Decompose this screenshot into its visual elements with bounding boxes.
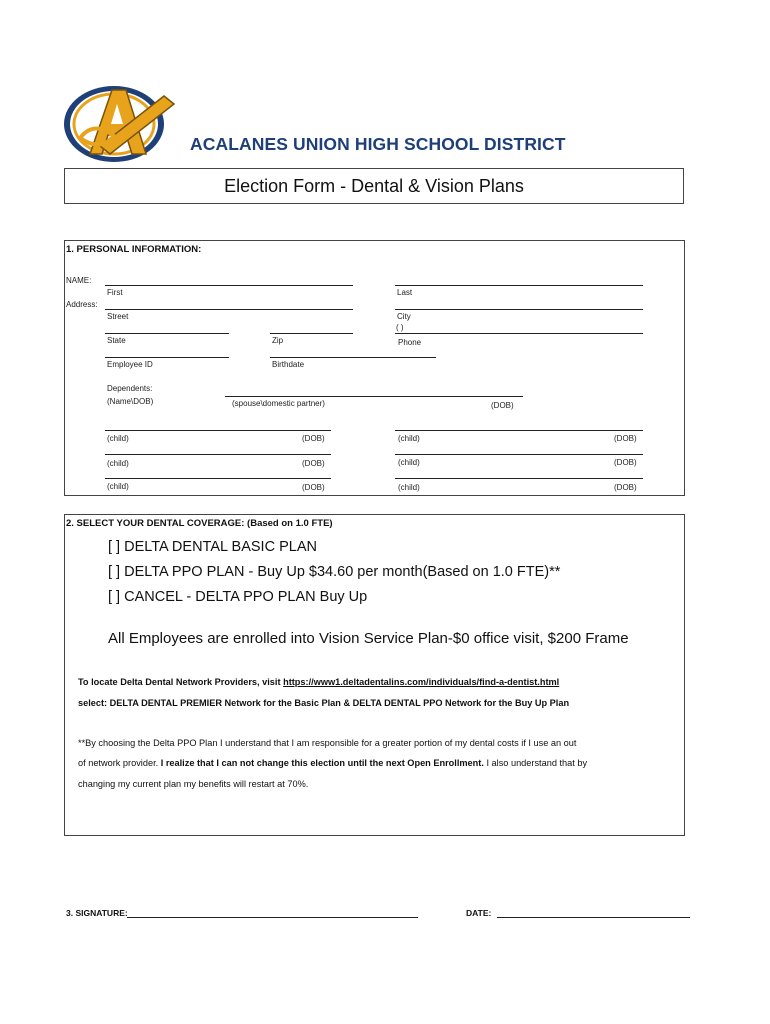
child-1-label: (child) bbox=[107, 434, 129, 443]
child-3-dob-label: (DOB) bbox=[302, 459, 325, 468]
date-label: DATE: bbox=[466, 908, 492, 918]
personal-info-heading: 1. PERSONAL INFORMATION: bbox=[66, 244, 202, 255]
child-5-dob-label: (DOB) bbox=[302, 483, 325, 492]
child-4-dob-label: (DOB) bbox=[614, 458, 637, 467]
select-network-line bbox=[78, 698, 569, 708]
child-5-label: (child) bbox=[107, 482, 129, 491]
child-1-dob-label: (DOB) bbox=[302, 434, 325, 443]
child-6-field[interactable] bbox=[395, 478, 643, 479]
district-name: ACALANES UNION HIGH SCHOOL DISTRICT bbox=[190, 134, 566, 154]
first-name-field[interactable] bbox=[105, 285, 353, 286]
locate-prefix: To locate Delta Dental Network Providers, visit bbox=[78, 677, 284, 687]
child-3-label: (child) bbox=[107, 459, 129, 468]
zip-label: Zip bbox=[272, 336, 284, 345]
option-cancel-ppo[interactable]: [ ] CANCEL - DELTA PPO PLAN Buy Up bbox=[108, 589, 368, 605]
street-field[interactable] bbox=[105, 309, 353, 310]
disclaimer-line-1: **By choosing the Delta PPO Plan I understand that I am responsible for a greater portion of my dental costs if I use an out bbox=[78, 738, 577, 748]
name-label: NAME: bbox=[66, 276, 92, 285]
child-2-dob-label: (DOB) bbox=[614, 434, 637, 443]
spouse-dob-label: (DOB) bbox=[491, 401, 514, 410]
state-label: State bbox=[107, 336, 126, 345]
signature-label: 3. SIGNATURE: bbox=[66, 908, 128, 918]
vision-note: All Employees are enrolled into Vision Service Plan-$0 office visit, $200 Frame bbox=[108, 630, 629, 647]
state-field[interactable] bbox=[105, 333, 229, 334]
signature-field[interactable] bbox=[127, 917, 418, 918]
phone-parentheses: ( ) bbox=[396, 323, 404, 332]
phone-label: Phone bbox=[398, 338, 422, 347]
disclaimer-line-3: changing my current plan my benefits will restart at 70%. bbox=[78, 779, 309, 789]
city-label: City bbox=[397, 312, 411, 321]
option-ppo-buy-up[interactable]: [ ] DELTA PPO PLAN - Buy Up $34.60 per month(Based on 1.0 FTE)** bbox=[108, 564, 561, 580]
dependents-label: Dependents: bbox=[107, 384, 153, 393]
employee-id-label: Employee ID bbox=[107, 360, 153, 369]
city-field[interactable] bbox=[395, 309, 643, 310]
personal-info-section bbox=[64, 240, 685, 496]
locate-providers-line bbox=[78, 677, 559, 687]
select-network-text: select: DELTA DENTAL PREMIER Network for the Basic Plan & DELTA DENTAL PPO Network for the Buy Up Plan bbox=[78, 698, 570, 708]
child-3-field[interactable] bbox=[105, 454, 331, 455]
child-4-field[interactable] bbox=[395, 454, 643, 455]
birthdate-field[interactable] bbox=[270, 357, 436, 358]
district-logo-icon bbox=[60, 80, 178, 166]
child-4-label: (child) bbox=[398, 458, 420, 467]
first-label: First bbox=[107, 288, 123, 297]
disclaimer-2b: I realize that I can not change this election until the next Open Enrollment. bbox=[160, 758, 484, 768]
spouse-label: (spouse\domestic partner) bbox=[232, 399, 325, 408]
birthdate-label: Birthdate bbox=[272, 360, 305, 369]
child-6-label: (child) bbox=[398, 483, 420, 492]
option-basic-plan[interactable]: [ ] DELTA DENTAL BASIC PLAN bbox=[108, 539, 317, 555]
last-name-field[interactable] bbox=[395, 285, 643, 286]
delta-dental-link[interactable]: https://www1.deltadentalins.com/individuals/find-a-dentist.html bbox=[283, 677, 560, 687]
address-label: Address: bbox=[66, 300, 98, 309]
spouse-field[interactable] bbox=[225, 396, 523, 397]
dental-coverage-heading: 2. SELECT YOUR DENTAL COVERAGE: (Based on 1.0 FTE) bbox=[66, 518, 333, 529]
child-1-field[interactable] bbox=[105, 430, 331, 431]
child-5-field[interactable] bbox=[105, 478, 331, 479]
date-field[interactable] bbox=[497, 917, 690, 918]
disclaimer-2c: I also understand that by bbox=[483, 758, 588, 768]
phone-field[interactable] bbox=[395, 333, 643, 334]
disclaimer-line-2 bbox=[78, 758, 587, 768]
street-label: Street bbox=[107, 312, 129, 321]
form-title: Election Form - Dental & Vision Plans bbox=[64, 168, 684, 204]
zip-field[interactable] bbox=[270, 333, 353, 334]
name-dob-label: (Name\DOB) bbox=[107, 397, 154, 406]
disclaimer-2a: of network provider. bbox=[78, 758, 161, 768]
child-2-label: (child) bbox=[398, 434, 420, 443]
child-2-field[interactable] bbox=[395, 430, 643, 431]
child-6-dob-label: (DOB) bbox=[614, 483, 637, 492]
employee-id-field[interactable] bbox=[105, 357, 229, 358]
last-label: Last bbox=[397, 288, 413, 297]
